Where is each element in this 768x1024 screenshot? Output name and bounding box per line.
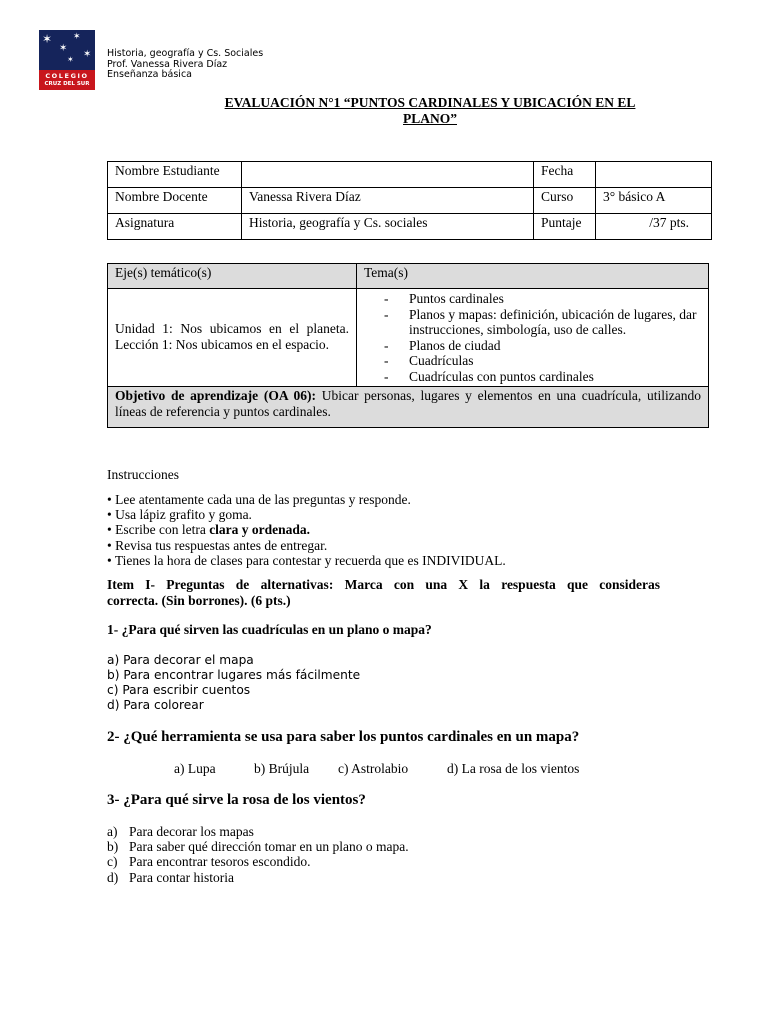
star-icon: ✶ <box>73 32 81 42</box>
axis-header: Eje(s) temático(s) <box>108 264 357 289</box>
q1-option-c[interactable]: c) Para escribir cuentos <box>107 683 251 697</box>
list-item: - Puntos cardinales <box>364 291 701 307</box>
list-item: - Planos de ciudad <box>364 338 701 354</box>
score-label: Puntaje <box>534 214 596 240</box>
topic-header: Tema(s) <box>357 264 709 289</box>
list-item: - Cuadrículas <box>364 353 701 369</box>
q3-option-c[interactable]: c) Para encontrar tesoros escondido. <box>107 854 311 869</box>
item1-instructions-line1: Item I- Preguntas de alternativas: Marca con una X la respuesta que consideras <box>107 577 660 592</box>
q1-option-a[interactable]: a) Para decorar el mapa <box>107 653 254 667</box>
school-level: Enseñanza básica <box>107 69 192 80</box>
star-icon: ✶ <box>67 55 74 64</box>
theme-table <box>107 263 709 428</box>
q1-option-b[interactable]: b) Para encontrar lugares más fácilmente <box>107 668 361 682</box>
q3-option-b[interactable]: b) Para saber qué dirección tomar en un plano o mapa. <box>107 839 409 854</box>
student-label: Nombre Estudiante <box>108 162 242 188</box>
instruction-item: • Usa lápiz grafito y goma. <box>107 507 252 522</box>
date-label: Fecha <box>534 162 596 188</box>
teacher-label: Nombre Docente <box>108 188 242 214</box>
logo-text-colegio: COLEGIO <box>45 72 89 80</box>
list-item: - Planos y mapas: definición, ubicación de lugares, dar instrucciones, simbología, uso de calles. <box>364 307 701 338</box>
star-icon: ✶ <box>42 32 53 46</box>
q2-option-a[interactable]: a) Lupa <box>174 761 216 776</box>
objective-cell <box>108 386 709 427</box>
instructions-heading: Instrucciones <box>107 467 179 482</box>
logo-text-school-name: CRUZ DEL SUR <box>44 81 90 87</box>
question-2: 2- ¿Qué herramienta se usa para saber los puntos cardinales en un mapa? <box>107 729 580 745</box>
teacher-value: Vanessa Rivera Díaz <box>242 188 534 214</box>
question-1: 1- ¿Para qué sirven las cuadrículas en un plano o mapa? <box>107 622 432 637</box>
instruction-item: • Tienes la hora de clases para contestar y recuerda que es INDIVIDUAL. <box>107 553 506 568</box>
instruction-item: • Escribe con letra clara y ordenada. <box>107 522 311 537</box>
subject-label: Asignatura <box>108 214 242 240</box>
q1-option-d[interactable]: d) Para colorear <box>107 698 204 712</box>
topics-cell <box>357 289 709 387</box>
objective-text: Ubicar personas, lugares y elementos en una cuadrícula, utilizando líneas de referencia y puntos cardinales. <box>115 387 701 419</box>
q3-option-a[interactable]: a) Para decorar los mapas <box>107 824 254 839</box>
q2-option-d[interactable]: d) La rosa de los vientos <box>447 761 580 776</box>
topics-list <box>364 291 701 385</box>
star-icon: ✶ <box>83 49 92 60</box>
date-field[interactable] <box>596 162 712 188</box>
list-item: - Cuadrículas con puntos cardinales <box>364 369 701 385</box>
instruction-item: • Revisa tus respuestas antes de entregar. <box>107 538 328 553</box>
page-title: EVALUACIÓN N°1 “PUNTOS CARDINALES Y UBICACIÓN EN EL PLANO” <box>224 95 636 126</box>
score-field[interactable]: /37 pts. <box>596 214 712 240</box>
course-value: 3° básico A <box>596 188 712 214</box>
school-teacher: Prof. Vanessa Rivera Díaz <box>107 59 228 70</box>
school-subject: Historia, geografía y Cs. Sociales <box>107 48 264 59</box>
q3-option-d[interactable]: d) Para contar historia <box>107 870 234 885</box>
school-logo <box>39 30 95 90</box>
objective-label: Objetivo de aprendizaje (OA 06): <box>115 387 317 403</box>
q2-option-c[interactable]: c) Astrolabio <box>338 761 409 776</box>
course-label: Curso <box>534 188 596 214</box>
question-3: 3- ¿Para qué sirve la rosa de los vientos? <box>107 792 366 808</box>
info-table <box>107 161 712 240</box>
q2-option-b[interactable]: b) Brújula <box>254 761 310 776</box>
instruction-item: • Lee atentamente cada una de las preguntas y responde. <box>107 492 411 507</box>
subject-value: Historia, geografía y Cs. sociales <box>242 214 534 240</box>
unit-cell: Unidad 1: Nos ubicamos en el planeta. Lección 1: Nos ubicamos en el espacio. <box>108 289 357 387</box>
item1-instructions-line2: correcta. (Sin borrones). (6 pts.) <box>107 593 291 608</box>
student-field[interactable] <box>242 162 534 188</box>
star-icon: ✶ <box>59 43 68 54</box>
